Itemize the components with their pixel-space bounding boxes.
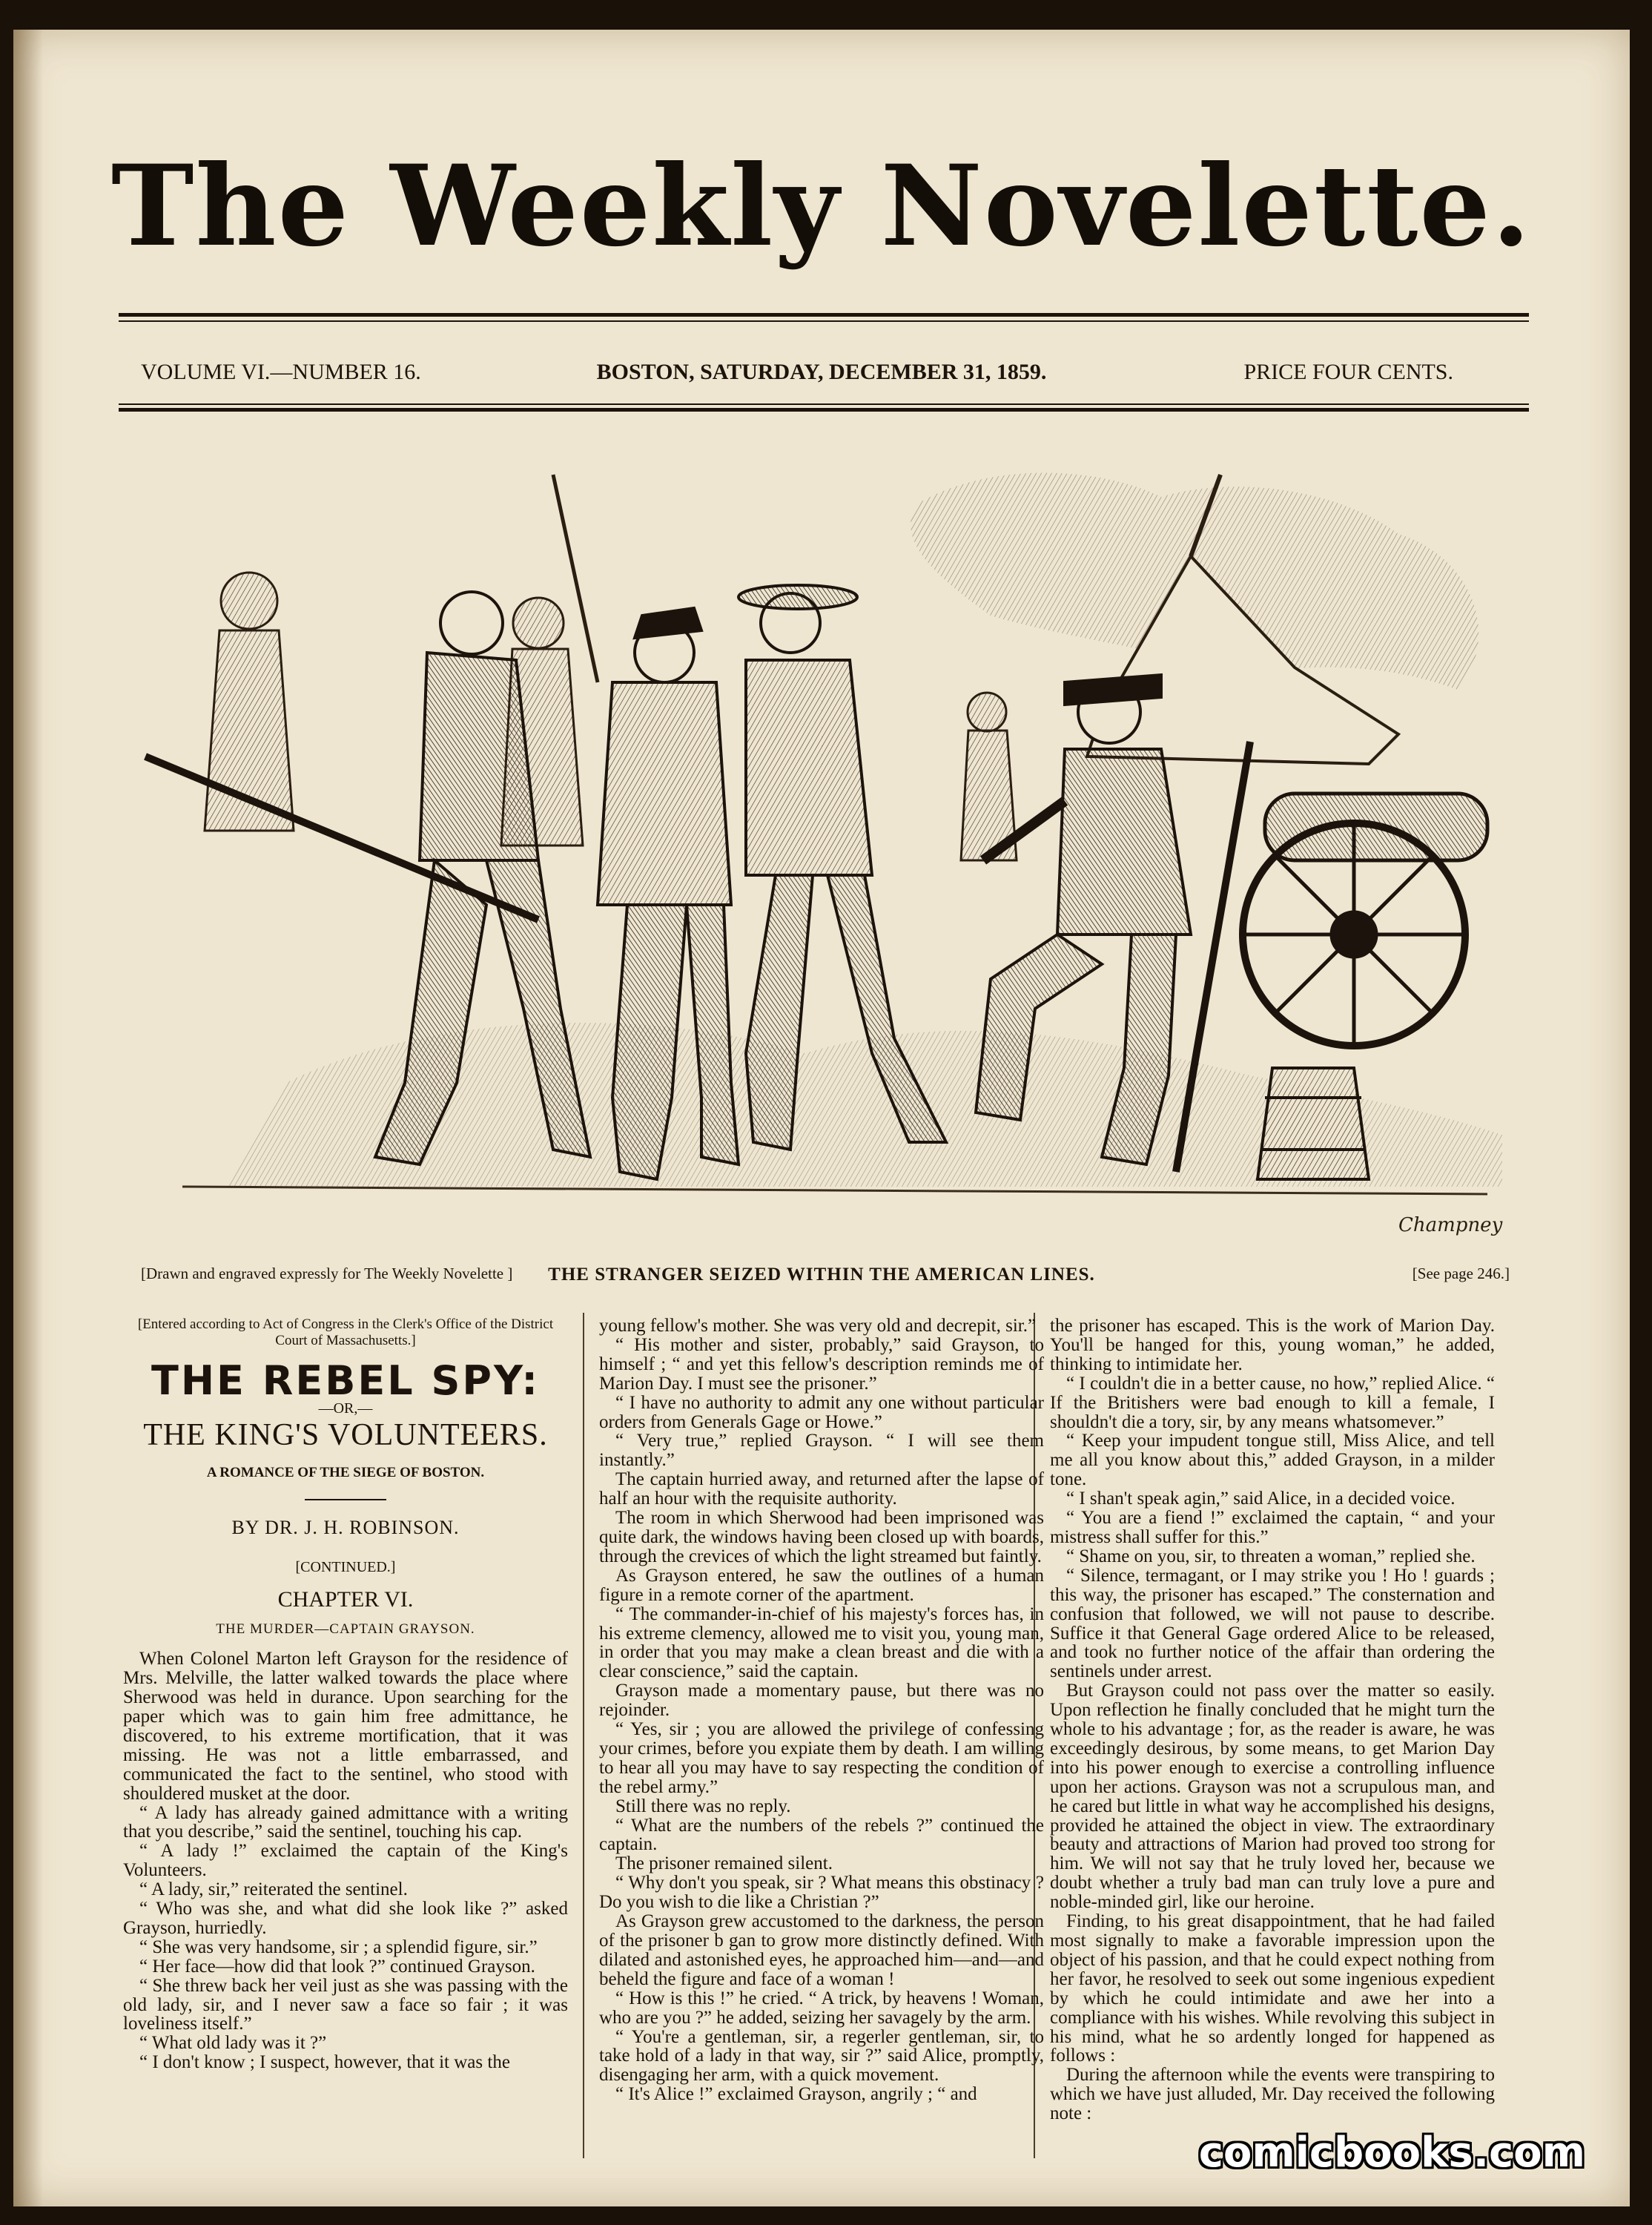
text-column-3 <box>1050 1316 1495 2123</box>
divider <box>305 1499 386 1500</box>
paragraph: “ Keep your impudent tongue still, Miss Alice, and tell me all you know about this,” added Grayson, in a milder tone. <box>1050 1431 1495 1490</box>
masthead-rule-top-thin <box>119 320 1529 322</box>
engraver-signature: Champney <box>1398 1214 1503 1236</box>
price: PRICE FOUR CENTS. <box>1243 360 1453 384</box>
paragraph: “ You're a gentleman, sir, a regerler gentleman, sir, to take hold of a lady in that way, sir ?” said Alice, promptly, disengaging her arm, with a quick movement. <box>599 2026 1044 2086</box>
paragraph: “ Who was she, and what did she look like ?” asked Grayson, hurriedly. <box>123 1899 568 1938</box>
paragraph: “ Very true,” replied Grayson. “ I will see them instantly.” <box>599 1431 1044 1471</box>
see-page-reference: [See page 246.] <box>1412 1265 1510 1282</box>
byline: BY DR. J. H. ROBINSON. <box>231 1516 460 1538</box>
paragraph: “ It's Alice !” exclaimed Grayson, angrily ; “ and <box>615 2084 977 2105</box>
masthead-rule-bottom-thick <box>119 408 1529 412</box>
paragraph: The room in which Sherwood had been imprisoned was quite dark, the windows having been closed up with boards, through the crevices of which the light streamed but faintly. <box>599 1508 1044 1566</box>
illustration-caption: THE STRANGER SEIZED WITHIN THE AMERICAN LINES. <box>548 1265 1095 1285</box>
paragraph: “ The commander-in-chief of his majesty's forces has, in his extreme clemency, allowed me to visit you, young man, in order that you may make a clean breast and die with a clear conscience,” said the captain. <box>599 1603 1044 1682</box>
paragraph: “ What are the numbers of the rebels ?” continued the captain. <box>599 1815 1044 1855</box>
dateline: BOSTON, SATURDAY, DECEMBER 31, 1859. <box>596 360 1047 384</box>
binding-shadow <box>13 30 43 2206</box>
masthead-rule-top-thick <box>119 313 1529 317</box>
paragraph: Finding, to his great disappointment, that he had failed most signally to make a favorable impression upon the object of his passion, and that he could expect nothing from her favor, he resolved to seek out some ingenious expedient by which he could intimidate and awe her into a compliance with his wishes. While revolving this subject in his mind, what he so ardently longed for happened as follows : <box>1050 1911 1495 2066</box>
paragraph: “ She threw back her veil just as she was passing with the old lady, sir, and I never saw a face so fair ; it was loveliness itself.” <box>123 1975 568 2034</box>
paragraph: “ I couldn't die in a better cause, no how,” replied Alice. “ If the Britishers were bad enough to kill a female, I shouldn't die a tory, sir, by any means whatsomever.” <box>1050 1373 1495 1432</box>
paragraph: the prisoner has escaped. This is the work of Marion Day. You'll be hanged for this, young woman,” he added, thinking to intimidate her. <box>1050 1316 1495 1374</box>
paragraph: But Grayson could not pass over the matter so easily. Upon reflection he finally concluded that he might turn the whole to his advantage ; for, as the reader is aware, he was exceedingly desirous, by some means, to get Marion Day into his power enough to exercise a controlling influence upon her actions. Grayson was not a scrupulous man, and he cared but little in what way he accomplished his designs, provided he attained the object in view. The extraordinary beauty and attractions of Marion had proved too strong for him. We will not say that he truly loved her, because we doubt whether a truly bad man can truly love a pure and noble-minded girl, like our heroine. <box>1050 1681 1495 1913</box>
paragraph: Grayson made a momentary pause, but there was no rejoinder. <box>599 1681 1044 1721</box>
paragraph: During the afternoon while the events were transpiring to which we have just alluded, Mr. Day received the following note : <box>1050 2065 1495 2124</box>
continued-label: [CONTINUED.] <box>295 1558 396 1575</box>
paragraph: “ A lady, sir,” reiterated the sentinel. <box>139 1879 408 1900</box>
paragraph: “ Yes, sir ; you are allowed the privilege of confessing your crimes, before you expiate them by death. I am willing to hear all you may have to say respecting the condition of the rebel army.” <box>599 1719 1044 1797</box>
title-or: —OR,— <box>318 1400 373 1417</box>
story-genre: A ROMANCE OF THE SIEGE OF BOSTON. <box>206 1464 485 1480</box>
chapter-subtitle: THE MURDER—CAPTAIN GRAYSON. <box>216 1621 475 1638</box>
barrel <box>1258 1068 1369 1179</box>
paragraph: “ How is this !” he cried. “ A trick, by heavens ! Woman, who are you ?” he added, seizing her savagely by the arm. <box>599 1988 1044 2028</box>
paragraph: “ She was very handsome, sir ; a splendid figure, sir.” <box>139 1936 538 1957</box>
paragraph: “ A lady has already gained admittance with a writing that you describe,” said the sentinel, touching his cap. <box>123 1802 568 1842</box>
paragraph: “ Silence, termagant, or I may strike you ! Ho ! guards ; this way, the prisoner has escaped.” The consternation and confusion that followed, we will not pause to describe. Suffice it that General Gage ordered Alice to be released, and took no further notice of the affair than ordering the sentinels under arrest. <box>1050 1565 1495 1682</box>
paragraph: young fellow's mother. She was very old and decrepit, sir.” <box>599 1316 1037 1336</box>
newspaper-page <box>13 30 1630 2206</box>
paragraph: Still there was no reply. <box>615 1796 791 1816</box>
paragraph: “ His mother and sister, probably,” said Grayson, to himself ; “ and yet this fellow's description reminds me of Marion Day. I must see the prisoner.” <box>599 1334 1044 1394</box>
chapter-heading: CHAPTER VI. <box>277 1587 414 1612</box>
volume-number: VOLUME VI.—NUMBER 16. <box>141 360 421 384</box>
text-column-2 <box>599 1316 1044 2104</box>
copyright-notice: [Entered according to Act of Congress in the Clerk's Office of the District Court of Massachusetts.] <box>137 1316 554 1348</box>
paragraph: “ You are a fiend !” exclaimed the captain, “ and your mistress shall suffer for this.” <box>1050 1508 1495 1547</box>
paragraph: As Grayson entered, he saw the outlines of a human figure in a remote corner of the apartment. <box>599 1565 1044 1605</box>
paragraph: “ Her face—how did that look ?” continued Grayson. <box>139 1956 535 1977</box>
paragraph: “ A lady !” exclaimed the captain of the King's Volunteers. <box>123 1841 568 1881</box>
story-title: THE REBEL SPY: <box>151 1357 540 1404</box>
masthead-rule-bottom-thin <box>119 403 1529 405</box>
paragraph: “ What old lady was it ?” <box>139 2033 327 2054</box>
paragraph: “ I shan't speak agin,” said Alice, in a decided voice. <box>1066 1489 1456 1509</box>
site-watermark: comicbooks.com <box>1198 2129 1585 2177</box>
text-column-1 <box>123 1316 568 2072</box>
cannon <box>1243 794 1487 1046</box>
illustration-credit: [Drawn and engraved expressly for The Weekly Novelette ] <box>141 1265 513 1282</box>
paragraph: The captain hurried away, and returned after the lapse of half an hour with the requisite authority. <box>599 1469 1044 1509</box>
story-subtitle: THE KING'S VOLUNTEERS. <box>143 1417 548 1452</box>
masthead-title: The Weekly Novelette. <box>110 141 1533 271</box>
paragraph: “ I don't know ; I suspect, however, that it was the <box>139 2052 510 2073</box>
paragraph: “ Shame on you, sir, to threaten a woman,” replied she. <box>1066 1546 1476 1566</box>
paragraph: The prisoner remained silent. <box>615 1853 833 1874</box>
paragraph: As Grayson grew accustomed to the darkness, the person of the prisoner b gan to grow more distinctly defined. With dilated and astonished eyes, he approached him—and—and beheld the figure and face of a woman ! <box>599 1911 1044 1989</box>
paragraph: “ Why don't you speak, sir ? What means this obstinacy ? Do you wish to die like a Christian ?” <box>599 1873 1044 1913</box>
paragraph: When Colonel Marton left Grayson for the residence of Mrs. Melville, the latter walked towards the place where Sherwood was held in durance. Upon searching for the paper which was to gain him free admittance, he discovered, to his extreme mortification, that it was missing. He was not a little embarrassed, and communicated the fact to the sentinel, who stood with shouldered musket at the door. <box>123 1649 568 1804</box>
captured-stranger <box>598 608 739 1179</box>
column-rule-1 <box>583 1313 584 2158</box>
engraving-illustration <box>138 445 1510 1253</box>
paragraph: “ I have no authority to admit any one without particular orders from Generals Gage or Howe.” <box>599 1392 1044 1432</box>
